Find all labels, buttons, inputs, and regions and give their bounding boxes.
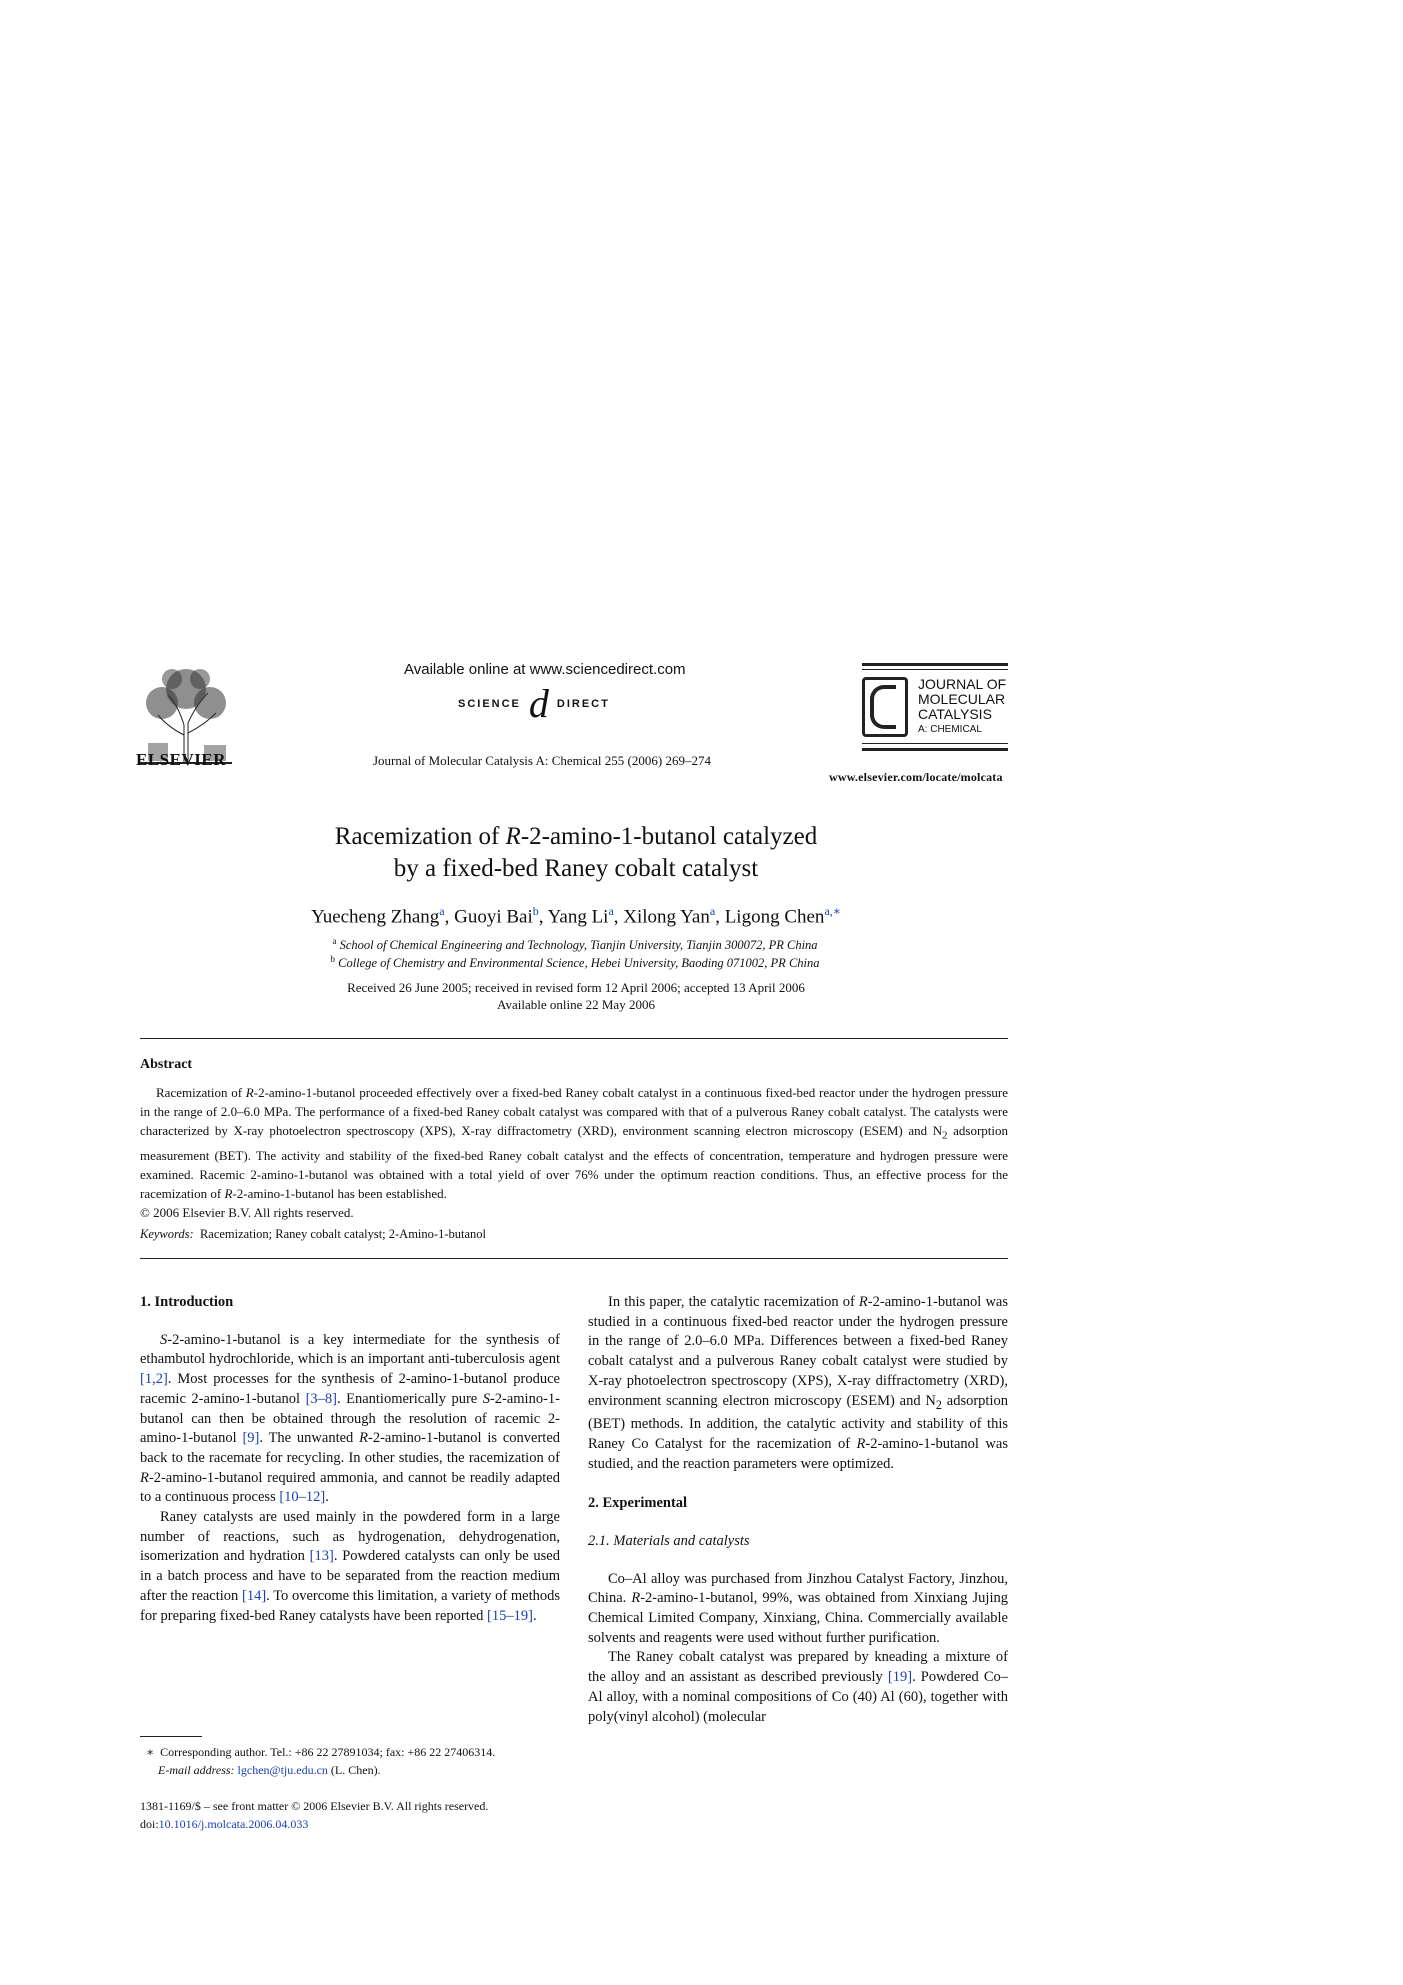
journal-url[interactable]: www.elsevier.com/locate/molcata [829,770,1003,784]
citation-link[interactable]: [19] [887,1669,913,1686]
abstract-text: Racemization of R-2-amino-1-butanol proceeded effectively over a fixed-bed Raney cobalt catalyst in a continuous fixed-bed reactor under the hydrogen pressure in the range of 2.0–6.0 MPa. The performance of a fixed-bed Raney cobalt catalyst was compared with that of a pulverous Raney cobalt catalyst. The catalysts were characterized by X-ray photoelectron spectroscopy (XPS), X-ray diffractometry (XRD), environment scanning electron microscopy (ESEM) and $N_2$ adsorption measurement (BET). The activity and stability of the fixed-bed Raney cobalt catalyst and the effects of concentration, temperature and hydrogen pressure were examined. Racemic 2-amino-1-butanol was obtained with a total yield of over 76% under the optimum reaction conditions. Thus, an effective process for the racemization of R-2-amino-1-butanol has been established. © 2006 Elsevier B.V. All rights reserved. [140,1085,1008,1220]
citation-link[interactable]: [13] [309,1548,334,1565]
jmc-line-2: MOLECULAR [918,691,1006,707]
citation-link[interactable]: [10–12] [279,1489,326,1506]
jmc-line-3: CATALYSIS [918,706,992,722]
journal-reference: Journal of Molecular Catalysis A: Chemical 255 (2006) 269–274 [373,753,711,768]
keywords: Keywords: Racemization; Raney cobalt catalyst; 2-Amino-1-butanol [140,1227,486,1241]
author-list: Yuecheng Zhang$^a$, Guoyi Bai$^b$, Yang Li$^a$, Xilong Yan$^a$, Ligong Chen$^{a,∗}$ [311,904,841,928]
section-heading: 1. Introduction [140,1294,234,1310]
doi-link[interactable]: 10.1016/j.molcata.2006.04.033 [158,1817,309,1831]
citation-link[interactable]: [15–19] [487,1607,533,1624]
issn-line: 1381-1169/$ – see front matter © 2006 Elsevier B.V. All rights reserved. [140,1799,489,1813]
jmc-line-1: JOURNAL OF [918,676,1007,692]
paragraph: Raney catalysts are used mainly in the powdered form in a large number of reactions, such as hydrogenation, dehydrogenation, isomerization and hydration [13]. Powdered catalysts can only be used in a batch process and have to be separated from the reaction medium after the reaction [14]. To overcome this limitation, a variety of methods for preparing fixed-bed Raney catalysts have been reported [15–19]. [140,1509,560,1624]
citation-link[interactable]: [1,2] [140,1371,168,1388]
section-heading: 2. Experimental [588,1495,688,1512]
online-date: Available online 22 May 2006 [497,997,655,1012]
sd-right: DIRECT [556,698,610,710]
sciencedirect-logo [458,681,610,726]
subsection-heading: 2.1. Materials and catalysts [588,1532,750,1549]
author: Ligong Chen [724,906,825,928]
article-title: Racemization of R-2-amino-1-butanol catalyzed by a fixed-bed Raney cobalt catalyst [334,823,818,882]
corresponding-author-note: ∗ Corresponding author. Tel.: +86 22 27891034; fax: +86 22 27406314. E-mail address: lgchen@tju.edu.cn (L. Chen). [146,1745,496,1777]
divider [140,1258,1008,1259]
left-column [140,1293,560,1626]
affiliation-b: $^b$ College of Chemistry and Environmental Science, Hebei University, Baoding 071002, PR China [330,954,820,971]
author: Yang Li [547,906,609,928]
right-column [588,1293,1008,1727]
journal-logo [862,663,1008,751]
paragraph: Co–Al alloy was purchased from Jinzhou Catalyst Factory, Jinzhou, China. R-2-amino-1-butanol, 99%, was obtained from Xinxiang Jujing Chemical Limited Company, Xinxiang, China. Commercially available solvents and reagents were used without further purification. [588,1570,1008,1646]
abstract-heading: Abstract [140,1057,193,1072]
divider [140,1038,1008,1039]
citation-link[interactable]: [14] [241,1587,267,1604]
available-online-text: Available online at www.sciencedirect.com [404,661,686,678]
doi-line: doi:10.1016/j.molcata.2006.04.033 [140,1817,309,1831]
sd-left: SCIENCE [458,698,521,710]
received-dates: Received 26 June 2005; received in revised form 12 April 2006; accepted 13 April 2006 [347,980,805,995]
paragraph: In this paper, the catalytic racemization of R-2-amino-1-butanol was studied in a continuous fixed-bed reactor under the hydrogen pressure in the range of 2.0–6.0 MPa. Differences between a fixed-bed Raney cobalt catalyst and a pulverous Raney cobalt catalyst were studied by X-ray photoelectron spectroscopy (XPS), X-ray diffractometry (XRD), environment scanning electron microscopy (ESEM) and $N_2$ adsorption (BET) methods. In addition, the catalytic activity and stability of this Raney Co Catalyst for the racemization of R-2-amino-1-butanol was studied, and the reaction parameters were optimized. [588,1294,1009,1472]
copyright: © 2006 Elsevier B.V. All rights reserved. [140,1204,354,1220]
affiliation-a: $^a$ School of Chemical Engineering and Technology, Tianjin University, Tianjin 300072, PR China [332,936,818,953]
author: Guoyi Bai [454,906,533,928]
author: Yuecheng Zhang [311,906,440,928]
sd-mark: d [528,681,549,726]
paragraph: The Raney cobalt catalyst was prepared by kneading a mixture of the alloy and an assistant as described previously [19]. Powdered Co–Al alloy, with a nominal compositions of Co (40) Al (60), together with poly(vinyl alcohol) (molecular [588,1649,1008,1725]
paragraph: S-2-amino-1-butanol is a key intermediate for the synthesis of ethambutol hydrochloride, which is an important anti-tuberculosis agent [1,2]. Most processes for the synthesis of 2-amino-1-butanol produce racemic 2-amino-1-butanol [3–8]. Enantiomerically pure S-2-amino-1-butanol can then be obtained through the resolution of racemic 2-amino-1-butanol [9]. The unwanted R-2-amino-1-butanol is converted back to the racemate for recycling. In other studies, the racemization of R-2-amino-1-butanol required ammonia, and cannot be readily adapted to a continuous process [10–12]. [140,1331,561,1506]
publisher-name: ELSEVIER [136,750,226,769]
author: Xilong Yan [623,906,710,928]
jmc-line-4: A: CHEMICAL [918,724,982,735]
citation-link[interactable]: [3–8] [305,1390,337,1407]
email-link[interactable]: lgchen@tju.edu.cn [237,1763,328,1777]
footnote-divider [140,1736,202,1737]
citation-link[interactable]: [9] [242,1430,260,1447]
